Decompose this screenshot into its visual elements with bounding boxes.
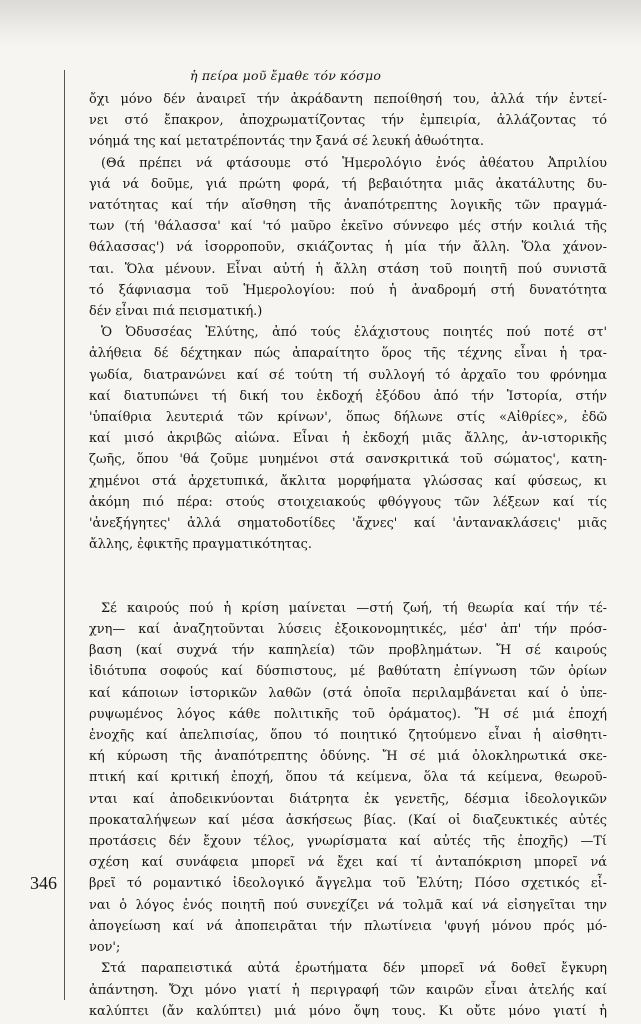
text-line: προτάσεις δέν ἔχουν τέλος, γνωρίσματα καί αὐτές τῆς ἐποχῆς) —Τί [89,834,607,850]
scan-edge-shadow [0,0,641,46]
text-line: ἀπάντηση. Ὄχι μόνο γιατί ἡ περιγραφή τῶν καιρῶν εἶναι ἀτελής καί [89,982,607,998]
text-line: Σέ καιρούς πού ἡ κρίση μαίνεται —στή ζωή, τή θεωρία καί τήν τέ- [101,600,607,616]
paragraph [89,958,607,1022]
text-line: τό ξάφνιασμα τοῦ Ἡμερολογίου: πού ἡ ἀναδρομή στή δυνατότητα [89,282,607,298]
text-line: καί κάποιων ἱστορικῶν λαθῶν (στά ὁποῖα περιλαμβάνεται καί ὁ ὑπε- [89,685,607,701]
text-line: χνη— καί ἀναζητοῦνται λύσεις ἐξοικονομητικές, μέσ' ἀπ' τήν πρόσ- [89,622,607,638]
text-line: καλύπτει (ἄν καλύπτει) μιά μόνο ὄψη τους. Κι οὔτε μόνο γιατί ἡ [89,1003,607,1019]
text-line: νατότητας καί τήν αἴσθηση τῆς ἀναπότρεπτης λογικῆς τῶν πραγμά- [89,198,607,214]
text-line: ἰδιότυπα σοφούς καί δύσπιστους, μέ βαθύτατη ἐπίγνωση τῶν ὁρίων [89,664,607,680]
text-line: καί μισό ἀκριβῶς αἰώνα. Εἶναι ἡ ἐκδοχή μιᾶς ἄλλης, ἀν-ιστορικῆς [89,431,607,447]
paragraph [89,153,607,323]
text-line: ἄλλης, ἐφικτῆς πραγματικότητας. [89,537,312,553]
text-line: ται. Ὅλα μένουν. Εἶναι αὐτή ἡ ἄλλη στάση τοῦ ποιητῆ πού συνιστᾶ [89,261,607,277]
text-line: ναι ὁ λόγος ἑνός ποιητῆ πού συνεχίζει νά τολμᾶ καί νά εἰσηγεῖται την [89,897,607,913]
text-line: βαση (καί συχνά τήν καπηλεία) τῶν προβλημάτων. Ἤ σέ καιρούς [89,643,607,659]
text-line: βρεῖ τό ρομαντικό ἰδεολογικό ἄγγελμα τοῦ Ἐλύτη; Πόσο σχετικός εἶ- [89,876,607,892]
text-line: ἀπογείωση καί νά ἀποπειρᾶται τήν πλωτίνεια 'φυγή μόνου πρός μό- [89,918,607,934]
text-line: γιά νά δοῦμε, γιά πρώτη φορά, τή βεβαιότητα μιᾶς ἀκατάλυτης δυ- [89,176,607,192]
text-line: γωδία, διατρανώνει καί σέ τούτη τή συλλογή τό ἀρχαῖο του φρόνημα [89,367,607,383]
paragraph [89,598,607,958]
margin-rule [64,70,65,1000]
body-text [89,89,607,1022]
section-break [89,577,607,598]
running-head: ἡ πείρα μοῦ ἔμαθε τόν κόσμο [190,68,382,83]
text-line: των (τή 'θάλασσα' καί 'τό μαῦρο ἐκεῖνο σύννεφο μές στήν κοιλιά τῆς [89,219,607,235]
text-line: ρυψωμένος λόγος κάθε πολιτικῆς τοῦ ὁράματος). Ἤ σέ μιά ἐποχή [89,706,607,722]
text-line: νει στό ἔπακρον, ἀποχρωματίζοντας τήν ἐμπειρία, ἀλλάζοντας τό [89,113,607,129]
text-line: κή κύρωση τῆς ἀναπότρεπτης ὀδύνης. Ἤ σέ μιά ὁλοκληρωτικά σκε- [89,749,607,765]
paragraph [89,322,607,555]
text-line: ἀκόμη πιό πέρα: στούς στοιχειακούς φθόγγους τῶν λέξεων καί τίς [89,494,607,510]
text-line: δέν εἶναι πιά πεισματική.) [89,304,263,320]
text-line: πτική καί κριτική ἐποχή, ὅπου τά κείμενα, ὅλα τά κείμενα, θεωροῦ- [89,770,607,786]
text-line: νόημά της καί μετατρέποντάς την ξανά σέ λευκή ἀθωότητα. [89,134,484,150]
text-line: νται καί ἀποδεικνύονται διάτρητα ἐκ γενετῆς, δέσμια ἰδεολογικῶν [89,791,607,807]
page-number: 346 [30,873,57,893]
text-line: ἀλήθεια δέ δέχτηκαν πώς ἀπαραίτητο ὅρος τῆς τέχνης εἶναι ἡ τρα- [89,346,607,362]
text-line: καί διατυπώνει τή δική του ἐκδοχή ἐξόδου ἀπό τήν Ἱστορία, στήν [89,388,607,404]
text-line: (Θά πρέπει νά φτάσουμε στό Ἡμερολόγιο ἑνός ἀθέατου Ἀπριλίου [101,155,607,171]
section-break [89,555,607,576]
text-line: ἐνοχῆς καί ἀπελπισίας, ὅπου τό ποιητικό ζητούμενο εἶναι ἡ αἰσθητι- [89,728,607,744]
text-line: χημένοι στά ἀρχετυπικά, ἄκλιτα μορφήματα γλώσσας καί φύσεως, κι [89,473,607,489]
text-line: ὄχι μόνο δέν ἀναιρεῖ τήν ἀκράδαντη πεποίθησή του, ἀλλά τήν ἐντεί- [89,92,607,107]
text-line: σχέση καί συνάφεια μπορεῖ νά ἔχει καί τί ἀνταπόκριση μπορεῖ νά [89,855,607,871]
text-line: νον'; [89,940,121,956]
text-line: 'ἀνεξήγητες' ἀλλά σηματοδοτίδες 'ἄχνες' καί 'ἀντανακλάσεις' μιᾶς [89,516,607,532]
paragraph [89,89,607,153]
text-line: προκαταλήψεων καί μέσα ἀσκήσεως βίας. (Καί οἱ διαζευκτικές αὐτές [89,812,607,828]
text-line: Ὁ Ὀδυσσέας Ἐλύτης, ἀπό τούς ἐλάχιστους ποιητές πού ποτέ στ' [101,325,607,341]
text-line: θάλασσας') νά ἰσορροποῦν, σκιάζοντας ἡ μία τήν ἄλλη. Ὅλα χάνον- [89,240,607,256]
text-line: Στά παραπειστικά αὐτά ἐρωτήματα δέν μπορεῖ νά δοθεῖ ἔγκυρη [101,961,607,977]
text-line: 'ὑπαίθρια λευτεριά τῶν κρίνων', ὅπως δήλωνε στίς «Αἰθρίες», ἐδῶ [89,410,607,426]
text-line: ζωῆς, ὅπου 'θά ζοῦμε μυημένοι στά σανσκριτικά τοῦ σώματος', κατη- [89,452,607,468]
